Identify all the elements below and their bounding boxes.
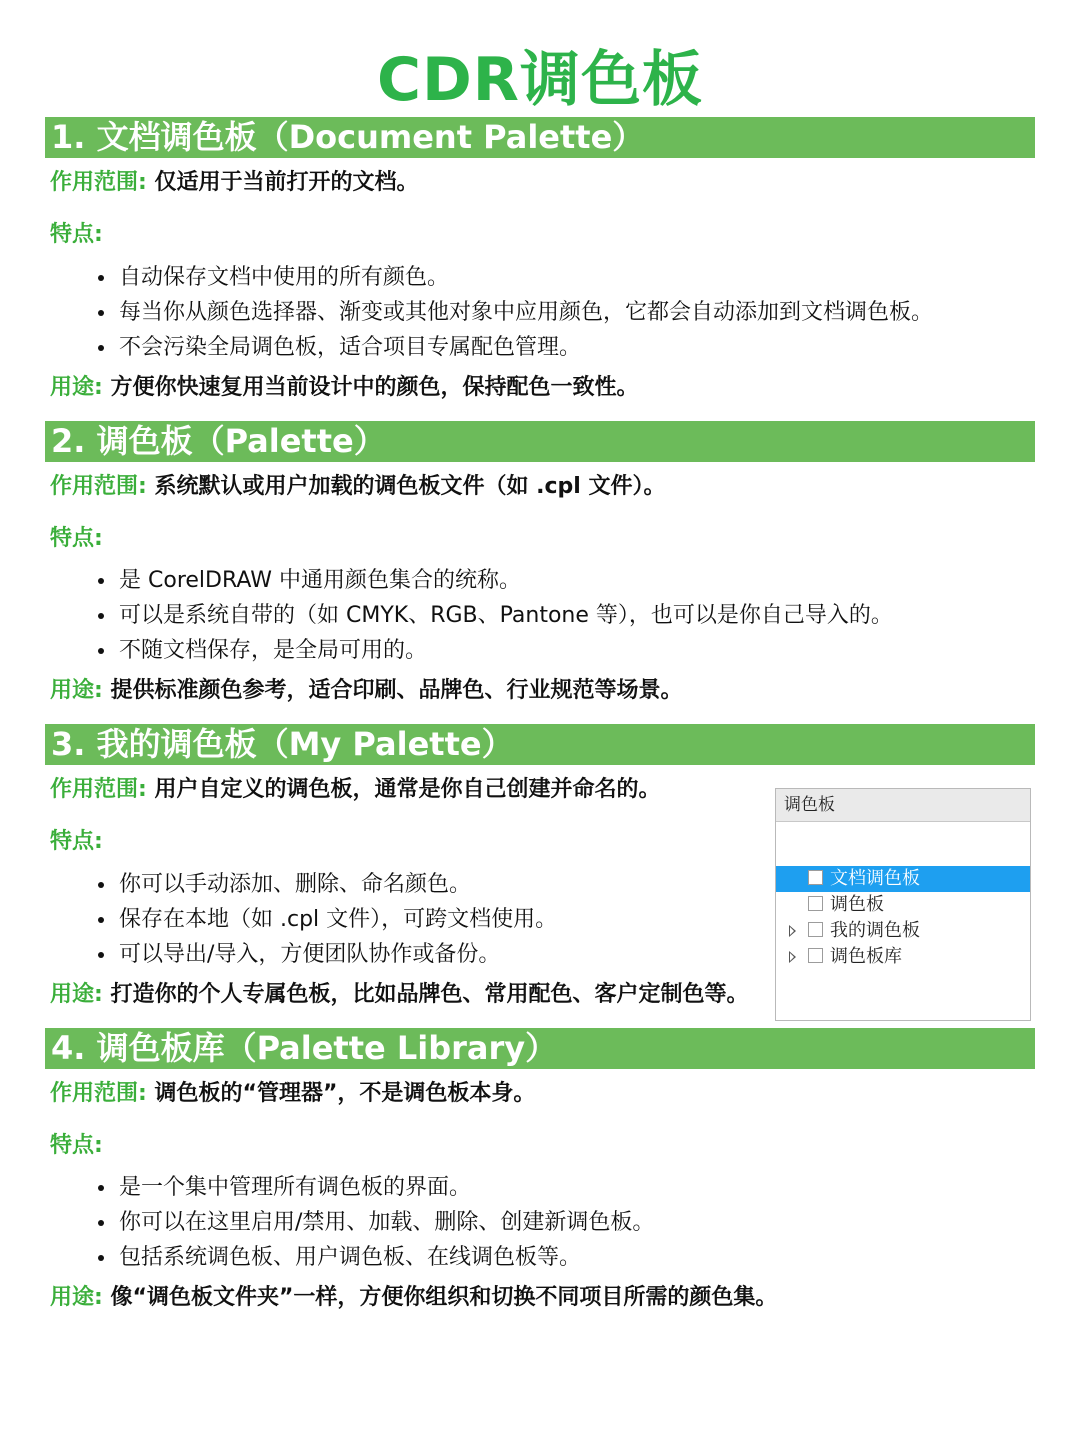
section-2-scope: [50, 472, 666, 502]
section-1-features-label: [50, 220, 103, 250]
tree-item-document-palette[interactable]: [776, 866, 1030, 892]
list-item: 是 CorelDRAW 中通用颜色集合的统称。: [96, 563, 893, 598]
use-text: 打造你的个人专属色板，比如品牌色、常用配色、客户定制色等。: [110, 982, 749, 1007]
use-text: 方便你快速复用当前设计中的颜色，保持配色一致性。: [110, 375, 639, 400]
checkbox[interactable]: [808, 896, 823, 911]
scope-label: 作用范围:: [50, 1081, 147, 1106]
section-2-bullet-list: [96, 563, 893, 668]
section-4-use: [50, 1283, 777, 1313]
list-item: 保存在本地（如 .cpl 文件），可跨文档使用。: [96, 902, 557, 937]
tree-item-label: 我的调色板: [830, 920, 920, 941]
tree-item-palette-library[interactable]: [776, 944, 1030, 970]
scope-text: 系统默认或用户加载的调色板文件（如 .cpl 文件）。: [154, 474, 666, 499]
list-item: 你可以手动添加、删除、命名颜色。: [96, 867, 557, 902]
expand-arrow-icon[interactable]: [789, 951, 796, 963]
expand-arrow-icon[interactable]: [789, 925, 796, 937]
section-4-heading: 4. 调色板库（Palette Library）: [45, 1028, 1035, 1069]
scope-label: 作用范围:: [50, 170, 147, 195]
checkbox[interactable]: [808, 948, 823, 963]
list-item: 可以导出/导入，方便团队协作或备份。: [96, 937, 557, 972]
list-item: 不随文档保存，是全局可用的。: [96, 633, 893, 668]
palette-panel: [775, 788, 1031, 1021]
palette-tree: [776, 866, 1030, 970]
use-label: 用途:: [50, 678, 103, 703]
scope-text: 用户自定义的调色板，通常是你自己创建并命名的。: [154, 777, 661, 802]
scope-text: 调色板的“管理器”，不是调色板本身。: [154, 1081, 536, 1106]
section-3-use: [50, 980, 749, 1010]
tree-item-label: 调色板: [830, 894, 884, 915]
features-label: 特点:: [50, 526, 103, 551]
use-text: 提供标准颜色参考，适合印刷、品牌色、行业规范等场景。: [110, 678, 683, 703]
section-3-bullet-list: [96, 867, 557, 972]
section-2-heading: 2. 调色板（Palette）: [45, 421, 1035, 462]
palette-panel-title: 调色板: [776, 789, 1030, 822]
checkbox[interactable]: [808, 870, 823, 885]
section-2-features-label: [50, 524, 103, 554]
list-item: 你可以在这里启用/禁用、加载、删除、创建新调色板。: [96, 1205, 654, 1240]
features-label: 特点:: [50, 222, 103, 247]
use-label: 用途:: [50, 1285, 103, 1310]
list-item: 可以是系统自带的（如 CMYK、RGB、Pantone 等），也可以是你自己导入的。: [96, 598, 893, 633]
section-4-bullet-list: [96, 1170, 654, 1275]
tree-item-palette[interactable]: [776, 892, 1030, 918]
tree-item-my-palette[interactable]: [776, 918, 1030, 944]
scope-label: 作用范围:: [50, 777, 147, 802]
tree-item-label: 文档调色板: [830, 868, 920, 889]
section-2-use: [50, 676, 683, 706]
tree-item-label: 调色板库: [830, 946, 902, 967]
page-title: CDR调色板: [376, 45, 704, 115]
use-label: 用途:: [50, 375, 103, 400]
section-4-scope: [50, 1079, 535, 1109]
list-item: 不会污染全局调色板，适合项目专属配色管理。: [96, 330, 933, 365]
list-item: 是一个集中管理所有调色板的界面。: [96, 1170, 654, 1205]
features-label: 特点:: [50, 1133, 103, 1158]
section-3-features-label: [50, 827, 103, 857]
features-label: 特点:: [50, 829, 103, 854]
use-label: 用途:: [50, 982, 103, 1007]
section-1-use: [50, 373, 639, 403]
scope-label: 作用范围:: [50, 474, 147, 499]
section-4-features-label: [50, 1131, 103, 1161]
checkbox[interactable]: [808, 922, 823, 937]
list-item: 包括系统调色板、用户调色板、在线调色板等。: [96, 1240, 654, 1275]
use-text: 像“调色板文件夹”一样，方便你组织和切换不同项目所需的颜色集。: [110, 1285, 778, 1310]
section-3-scope: [50, 775, 661, 805]
section-3-heading: 3. 我的调色板（My Palette）: [45, 724, 1035, 765]
section-1-bullet-list: [96, 260, 933, 365]
section-1-scope: [50, 168, 419, 198]
section-1-heading: 1. 文档调色板（Document Palette）: [45, 117, 1035, 158]
list-item: 每当你从颜色选择器、渐变或其他对象中应用颜色，它都会自动添加到文档调色板。: [96, 295, 933, 330]
list-item: 自动保存文档中使用的所有颜色。: [96, 260, 933, 295]
scope-text: 仅适用于当前打开的文档。: [154, 170, 419, 195]
